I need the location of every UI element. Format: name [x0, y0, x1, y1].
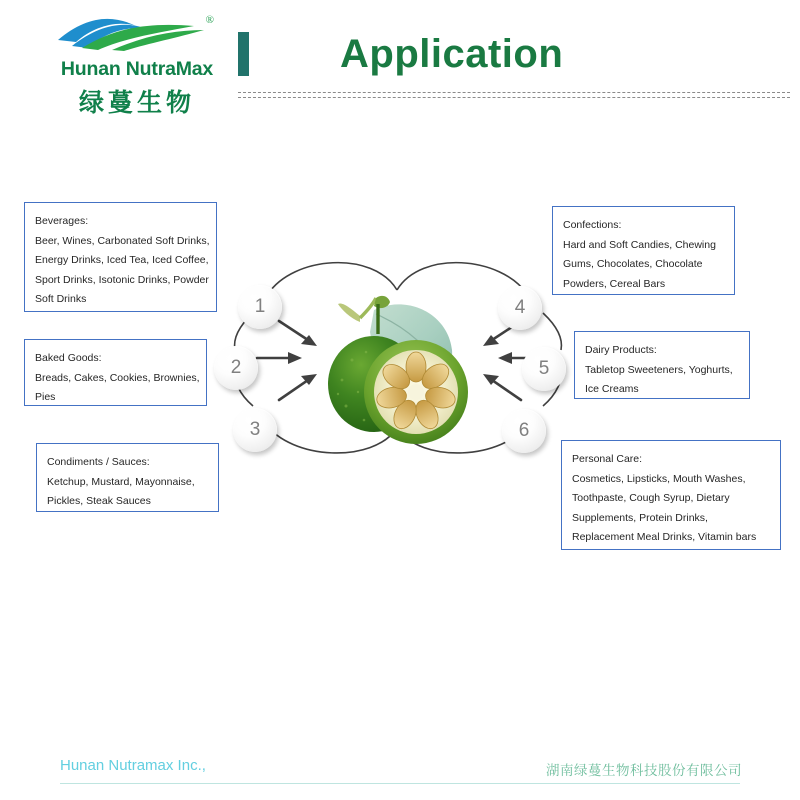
diagram-node-6	[502, 409, 546, 453]
diagram-node-5-label: 5	[538, 358, 550, 379]
callout-line: Tabletop Sweeteners, Yoghurts,	[585, 363, 733, 376]
callout-line: Pickles, Steak Sauces	[47, 495, 151, 507]
callout-line: Supplements, Protein Drinks,	[572, 511, 708, 524]
diagram-node-1	[238, 285, 282, 329]
footer-company-english: Hunan Nutramax Inc.,	[60, 757, 206, 774]
diagram-node-4-label: 4	[514, 297, 526, 318]
header-divider-bottom	[238, 97, 790, 98]
callout-line: Ketchup, Mustard, Mayonnaise,	[47, 475, 195, 488]
callout-box-baked-goods	[24, 339, 207, 406]
callout-line: Replacement Meal Drinks, Vitamin bars	[572, 531, 757, 543]
callout-line: Pies	[35, 391, 56, 403]
footer-company-chinese: 湖南绿蔓生物科技股份有限公司	[546, 763, 742, 779]
callout-heading: Condiments / Sauces:	[47, 456, 150, 468]
callout-box-condiments	[36, 443, 219, 512]
callout-heading: Confections:	[563, 219, 622, 231]
diagram-node-3	[233, 408, 277, 452]
registered-trademark-icon: ®	[205, 14, 214, 26]
callout-box-personal-care	[561, 440, 781, 550]
company-logo	[52, 8, 222, 116]
callout-line: Toothpaste, Cough Syrup, Dietary	[572, 492, 730, 504]
callout-box-dairy-products	[574, 331, 750, 399]
callout-line: Cosmetics, Lipsticks, Mouth Washes,	[572, 472, 746, 485]
logo-swoosh-icon	[52, 10, 222, 52]
diagram-node-5	[522, 347, 566, 391]
footer-divider	[60, 783, 740, 784]
callout-line: Energy Drinks, Iced Tea, Iced Coffee,	[35, 254, 209, 266]
callout-line: Hard and Soft Candies, Chewing	[563, 238, 716, 251]
logo-chinese-name: 绿蔓生物	[78, 88, 195, 117]
callout-heading: Personal Care:	[572, 453, 643, 465]
diagram-node-4	[498, 286, 542, 330]
monk-fruit-image	[312, 288, 480, 450]
diagram-node-2-label: 2	[230, 357, 242, 378]
header-divider-top	[238, 92, 790, 93]
callout-line: Beer, Wines, Carbonated Soft Drinks,	[35, 234, 210, 247]
page-title: Application	[340, 32, 564, 76]
callout-heading: Baked Goods:	[35, 352, 102, 364]
callout-line: Breads, Cakes, Cookies, Brownies,	[35, 371, 200, 384]
diagram-node-6-label: 6	[518, 420, 530, 441]
callout-line: Ice Creams	[585, 383, 639, 395]
callout-line: Gums, Chocolates, Chocolate	[563, 258, 703, 270]
callout-box-beverages	[24, 202, 217, 312]
title-accent-bar	[238, 32, 249, 76]
callout-line: Sport Drinks, Isotonic Drinks, Powder	[35, 273, 209, 286]
diagram-node-1-label: 1	[254, 296, 266, 317]
callout-line: Powders, Cereal Bars	[563, 277, 666, 290]
diagram-node-2	[214, 346, 258, 390]
callout-line: Soft Drinks	[35, 293, 87, 305]
callout-box-confections	[552, 206, 735, 295]
callout-heading: Dairy Products:	[585, 344, 657, 356]
callout-heading: Beverages:	[35, 215, 89, 227]
diagram-node-3-label: 3	[249, 419, 261, 440]
logo-english-name: Hunan NutraMax	[60, 58, 214, 80]
